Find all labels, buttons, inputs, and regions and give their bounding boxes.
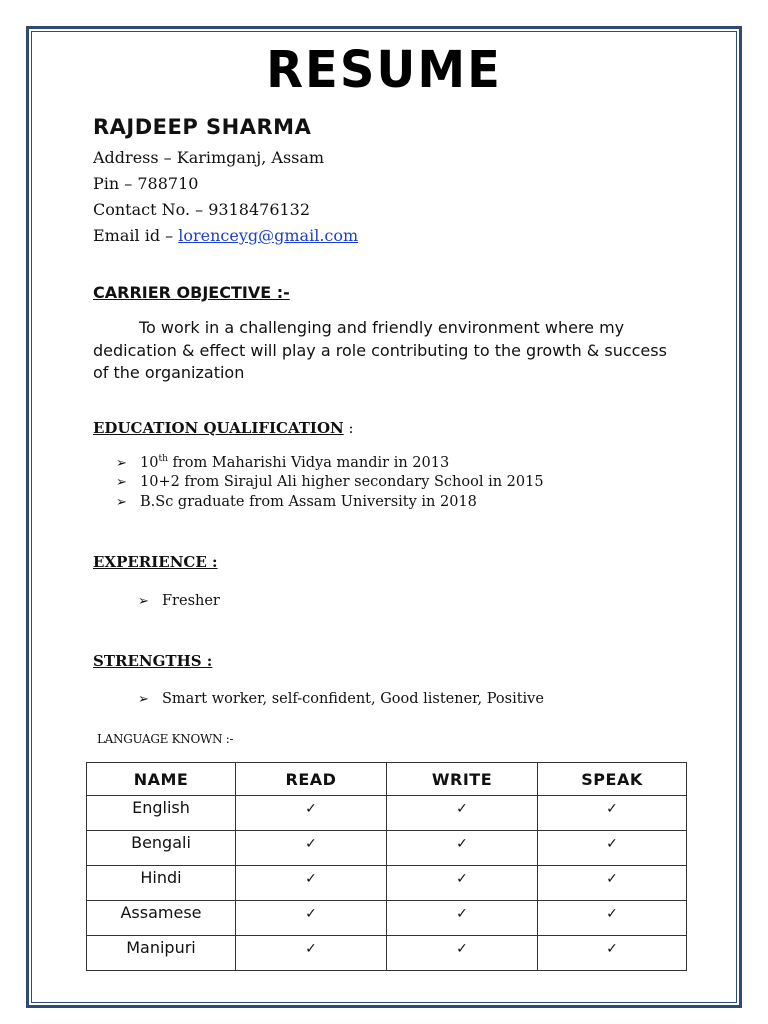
language-name: Manipuri <box>87 936 236 971</box>
list-item <box>116 454 449 471</box>
cell-read <box>236 831 387 866</box>
education-item <box>140 494 477 510</box>
column-header-name: NAME <box>87 763 236 796</box>
checkmark-icon: ✓ <box>456 906 468 922</box>
list-item <box>116 494 477 510</box>
arrowhead-bullet-icon: ➢ <box>116 475 127 490</box>
arrowhead-bullet-icon: ➢ <box>138 594 149 609</box>
resume-title: RESUME <box>266 40 502 100</box>
language-name: Bengali <box>87 831 236 866</box>
strengths-heading-text: STRENGTHS : <box>93 652 213 670</box>
cell-write <box>387 831 538 866</box>
education-heading-text: EDUCATION QUALIFICATION <box>93 419 344 437</box>
arrowhead-bullet-icon: ➢ <box>116 495 127 510</box>
arrowhead-bullet-icon: ➢ <box>116 455 127 471</box>
objective-text: To work in a challenging and friendly environment where my dedication & effect will play a role contributing to the growth & success of the organization <box>93 318 667 382</box>
checkmark-icon: ✓ <box>606 801 618 817</box>
column-header-write: WRITE <box>387 763 538 796</box>
cell-speak <box>538 866 687 901</box>
checkmark-icon: ✓ <box>305 801 317 817</box>
cell-speak <box>538 831 687 866</box>
cell-speak <box>538 936 687 971</box>
table-row <box>87 901 687 936</box>
languages-table <box>86 762 687 971</box>
table-row <box>87 796 687 831</box>
cell-speak <box>538 796 687 831</box>
pin-line: Pin – 788710 <box>93 174 199 193</box>
languages-label: LANGUAGE KNOWN :- <box>97 732 234 746</box>
checkmark-icon: ✓ <box>305 871 317 887</box>
experience-heading-text: EXPERIENCE : <box>93 553 218 571</box>
education-heading-suffix: : <box>343 419 354 437</box>
checkmark-icon: ✓ <box>456 871 468 887</box>
email-link[interactable]: lorenceyg@gmail.com <box>178 226 359 245</box>
cell-write <box>387 936 538 971</box>
cell-speak <box>538 901 687 936</box>
education-item <box>140 474 544 490</box>
language-name: Assamese <box>87 901 236 936</box>
education-item-text: 10+2 from Sirajul Ali higher secondary School in 2015 <box>140 474 544 490</box>
arrowhead-bullet-icon: ➢ <box>138 692 149 707</box>
education-item-text: B.Sc graduate from Assam University in 2018 <box>140 494 477 510</box>
education-heading <box>93 419 354 437</box>
contact-line: Contact No. – 9318476132 <box>93 200 311 219</box>
cell-read <box>236 901 387 936</box>
education-item-text: 10 <box>140 454 159 471</box>
checkmark-icon: ✓ <box>305 941 317 957</box>
language-name: English <box>87 796 236 831</box>
column-header-speak: SPEAK <box>538 763 687 796</box>
education-item-text-rest: from Maharishi Vidya mandir in 2013 <box>167 454 450 471</box>
checkmark-icon: ✓ <box>456 801 468 817</box>
table-header-row <box>87 763 687 796</box>
column-header-read: READ <box>236 763 387 796</box>
strengths-heading <box>93 652 212 670</box>
education-item <box>140 455 449 471</box>
checkmark-icon: ✓ <box>305 906 317 922</box>
strengths-item: Smart worker, self-confident, Good listener, Positive <box>162 691 544 707</box>
address-line: Address – Karimganj, Assam <box>93 148 325 167</box>
table-row <box>87 831 687 866</box>
cell-write <box>387 866 538 901</box>
checkmark-icon: ✓ <box>606 906 618 922</box>
checkmark-icon: ✓ <box>606 836 618 852</box>
list-item <box>116 474 544 490</box>
checkmark-icon: ✓ <box>606 941 618 957</box>
cell-write <box>387 901 538 936</box>
cell-read <box>236 866 387 901</box>
checkmark-icon: ✓ <box>456 836 468 852</box>
cell-read <box>236 936 387 971</box>
objective-heading: CARRIER OBJECTIVE :- <box>93 283 290 302</box>
education-item-superscript: th <box>158 454 168 464</box>
email-label: Email id – <box>93 226 179 245</box>
candidate-name: RAJDEEP SHARMA <box>93 115 312 139</box>
cell-read <box>236 796 387 831</box>
language-name: Hindi <box>87 866 236 901</box>
checkmark-icon: ✓ <box>305 836 317 852</box>
table-row <box>87 866 687 901</box>
checkmark-icon: ✓ <box>606 871 618 887</box>
checkmark-icon: ✓ <box>456 941 468 957</box>
cell-write <box>387 796 538 831</box>
table-row <box>87 936 687 971</box>
list-item <box>138 593 220 609</box>
email-line <box>93 226 358 245</box>
experience-item: Fresher <box>162 593 220 609</box>
list-item <box>138 691 544 707</box>
experience-heading <box>93 553 218 571</box>
